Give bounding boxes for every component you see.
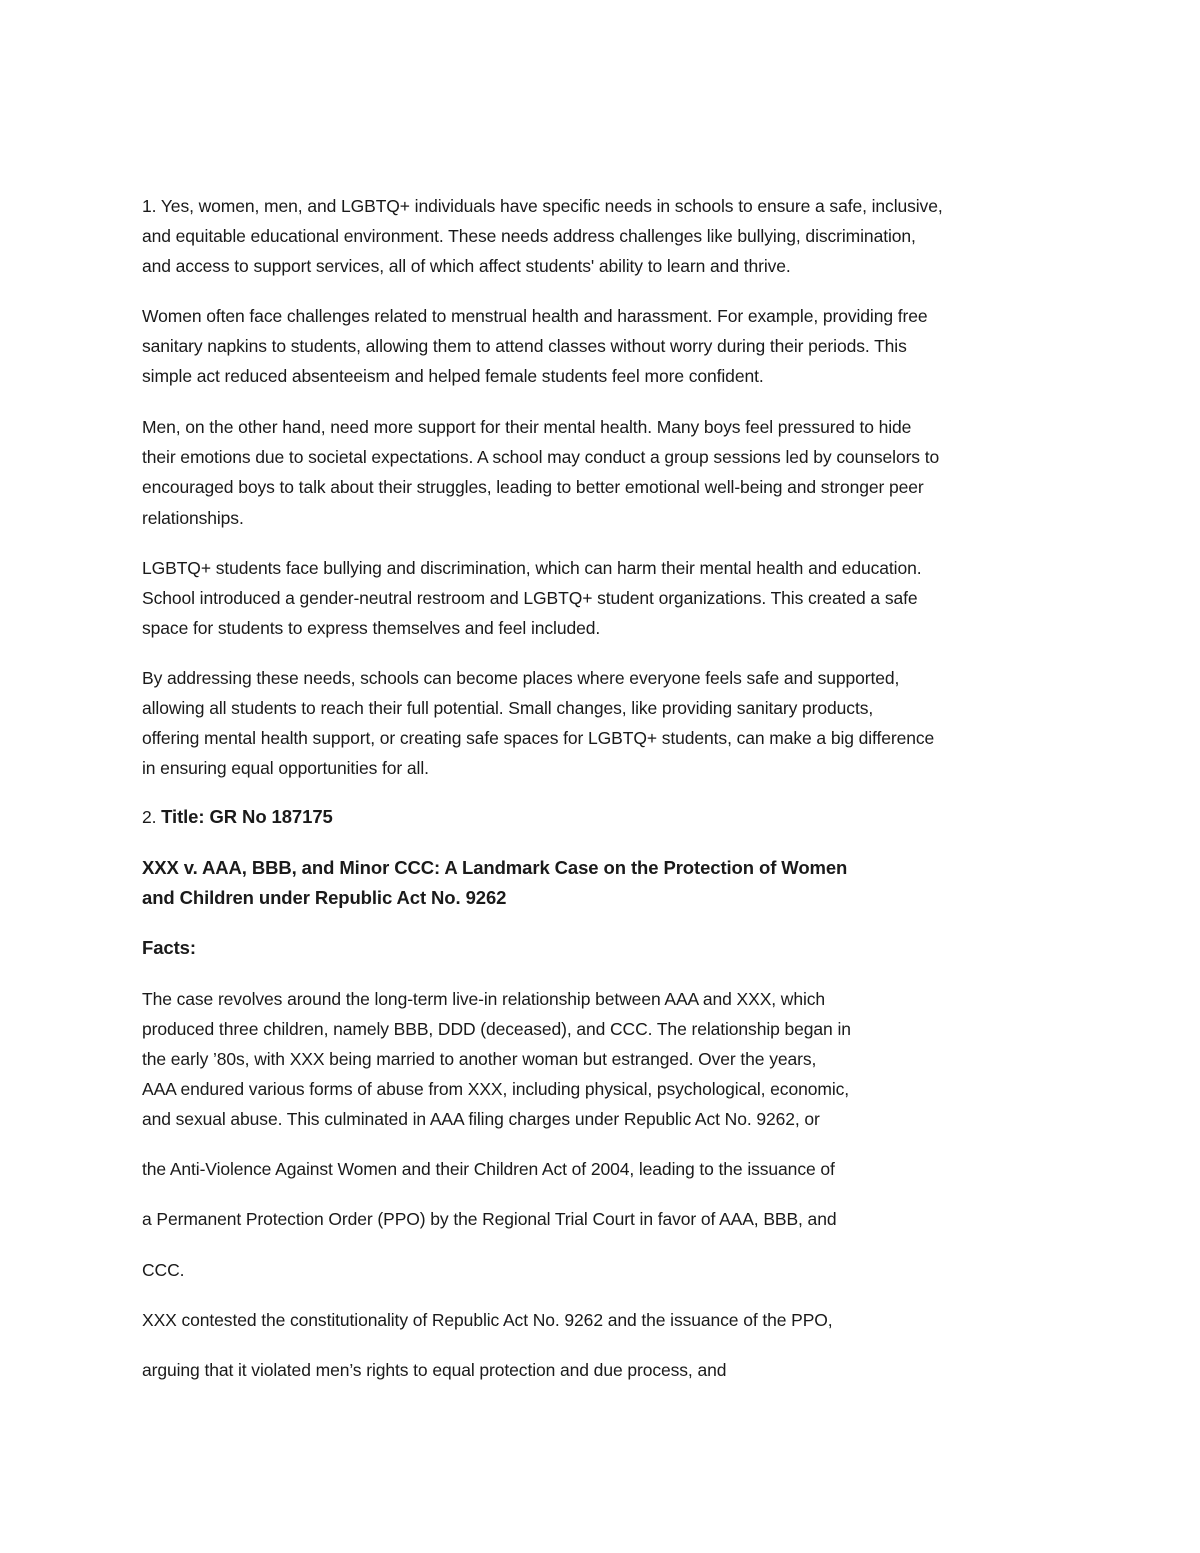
paragraph-line: Men, on the other hand, need more support for their mental health. Many boys feel pressured to hide — [142, 417, 912, 437]
paragraph-line: AAA endured various forms of abuse from XXX, including physical, psychological, economic, — [142, 1079, 850, 1099]
paragraph-line: produced three children, namely BBB, DDD (deceased), and CCC. The relationship began in — [142, 1019, 851, 1039]
paragraph-line: XXX contested the constitutionality of Republic Act No. 9262 and the issuance of the PPO, — [142, 1310, 833, 1330]
case-title-line: XXX v. AAA, BBB, and Minor CCC: A Landmark Case on the Protection of Women — [142, 857, 848, 878]
paragraph-line: sanitary napkins to students, allowing them to attend classes without worry during their periods. This — [142, 336, 907, 356]
facts-heading: Facts: — [142, 937, 196, 958]
case-number-title: Title: GR No 187175 — [161, 806, 333, 827]
paragraph-line: CCC. — [142, 1260, 185, 1280]
paragraph-line: The case revolves around the long-term live-in relationship between AAA and XXX, which — [142, 989, 826, 1009]
paragraph-line: encouraged boys to talk about their struggles, leading to better emotional well-being and stronger peer — [142, 477, 924, 497]
paragraph-line: the early ’80s, with XXX being married to another woman but estranged. Over the years, — [142, 1049, 817, 1069]
paragraph-line: relationships. — [142, 508, 244, 528]
paragraph-line: 1. Yes, women, men, and LGBTQ+ individuals have specific needs in schools to ensure a safe, inclusive, — [142, 196, 943, 216]
paragraph-line: and sexual abuse. This culminated in AAA filing charges under Republic Act No. 9262, or — [142, 1109, 820, 1129]
case-title-line: and Children under Republic Act No. 9262 — [142, 887, 507, 908]
paragraph-line: offering mental health support, or creating safe spaces for LGBTQ+ students, can make a big difference — [142, 728, 935, 748]
paragraph-line: space for students to express themselves and feel included. — [142, 618, 601, 638]
answer-number: 2. — [142, 807, 162, 827]
paragraph-line: arguing that it violated men’s rights to equal protection and due process, and — [142, 1360, 727, 1380]
paragraph-line: and access to support services, all of which affect students' ability to learn and thrive. — [142, 256, 791, 276]
paragraph-line: By addressing these needs, schools can become places where everyone feels safe and supported, — [142, 668, 900, 688]
paragraph-line: School introduced a gender-neutral restroom and LGBTQ+ student organizations. This created a safe — [142, 588, 918, 608]
paragraph-line: Women often face challenges related to menstrual health and harassment. For example, providing free — [142, 306, 928, 326]
answer-2-title — [142, 806, 333, 828]
paragraph-line: a Permanent Protection Order (PPO) by the Regional Trial Court in favor of AAA, BBB, and — [142, 1209, 837, 1229]
paragraph-line: simple act reduced absenteeism and helped female students feel more confident. — [142, 366, 764, 386]
paragraph-line: and equitable educational environment. These needs address challenges like bullying, discrimination, — [142, 226, 916, 246]
paragraph-line: their emotions due to societal expectations. A school may conduct a group sessions led by counselors to — [142, 447, 940, 467]
paragraph-line: in ensuring equal opportunities for all. — [142, 758, 429, 778]
paragraph-line: LGBTQ+ students face bullying and discrimination, which can harm their mental health and education. — [142, 558, 922, 578]
paragraph-line: allowing all students to reach their full potential. Small changes, like providing sanitary products, — [142, 698, 874, 718]
paragraph-line: the Anti-Violence Against Women and their Children Act of 2004, leading to the issuance of — [142, 1159, 835, 1179]
